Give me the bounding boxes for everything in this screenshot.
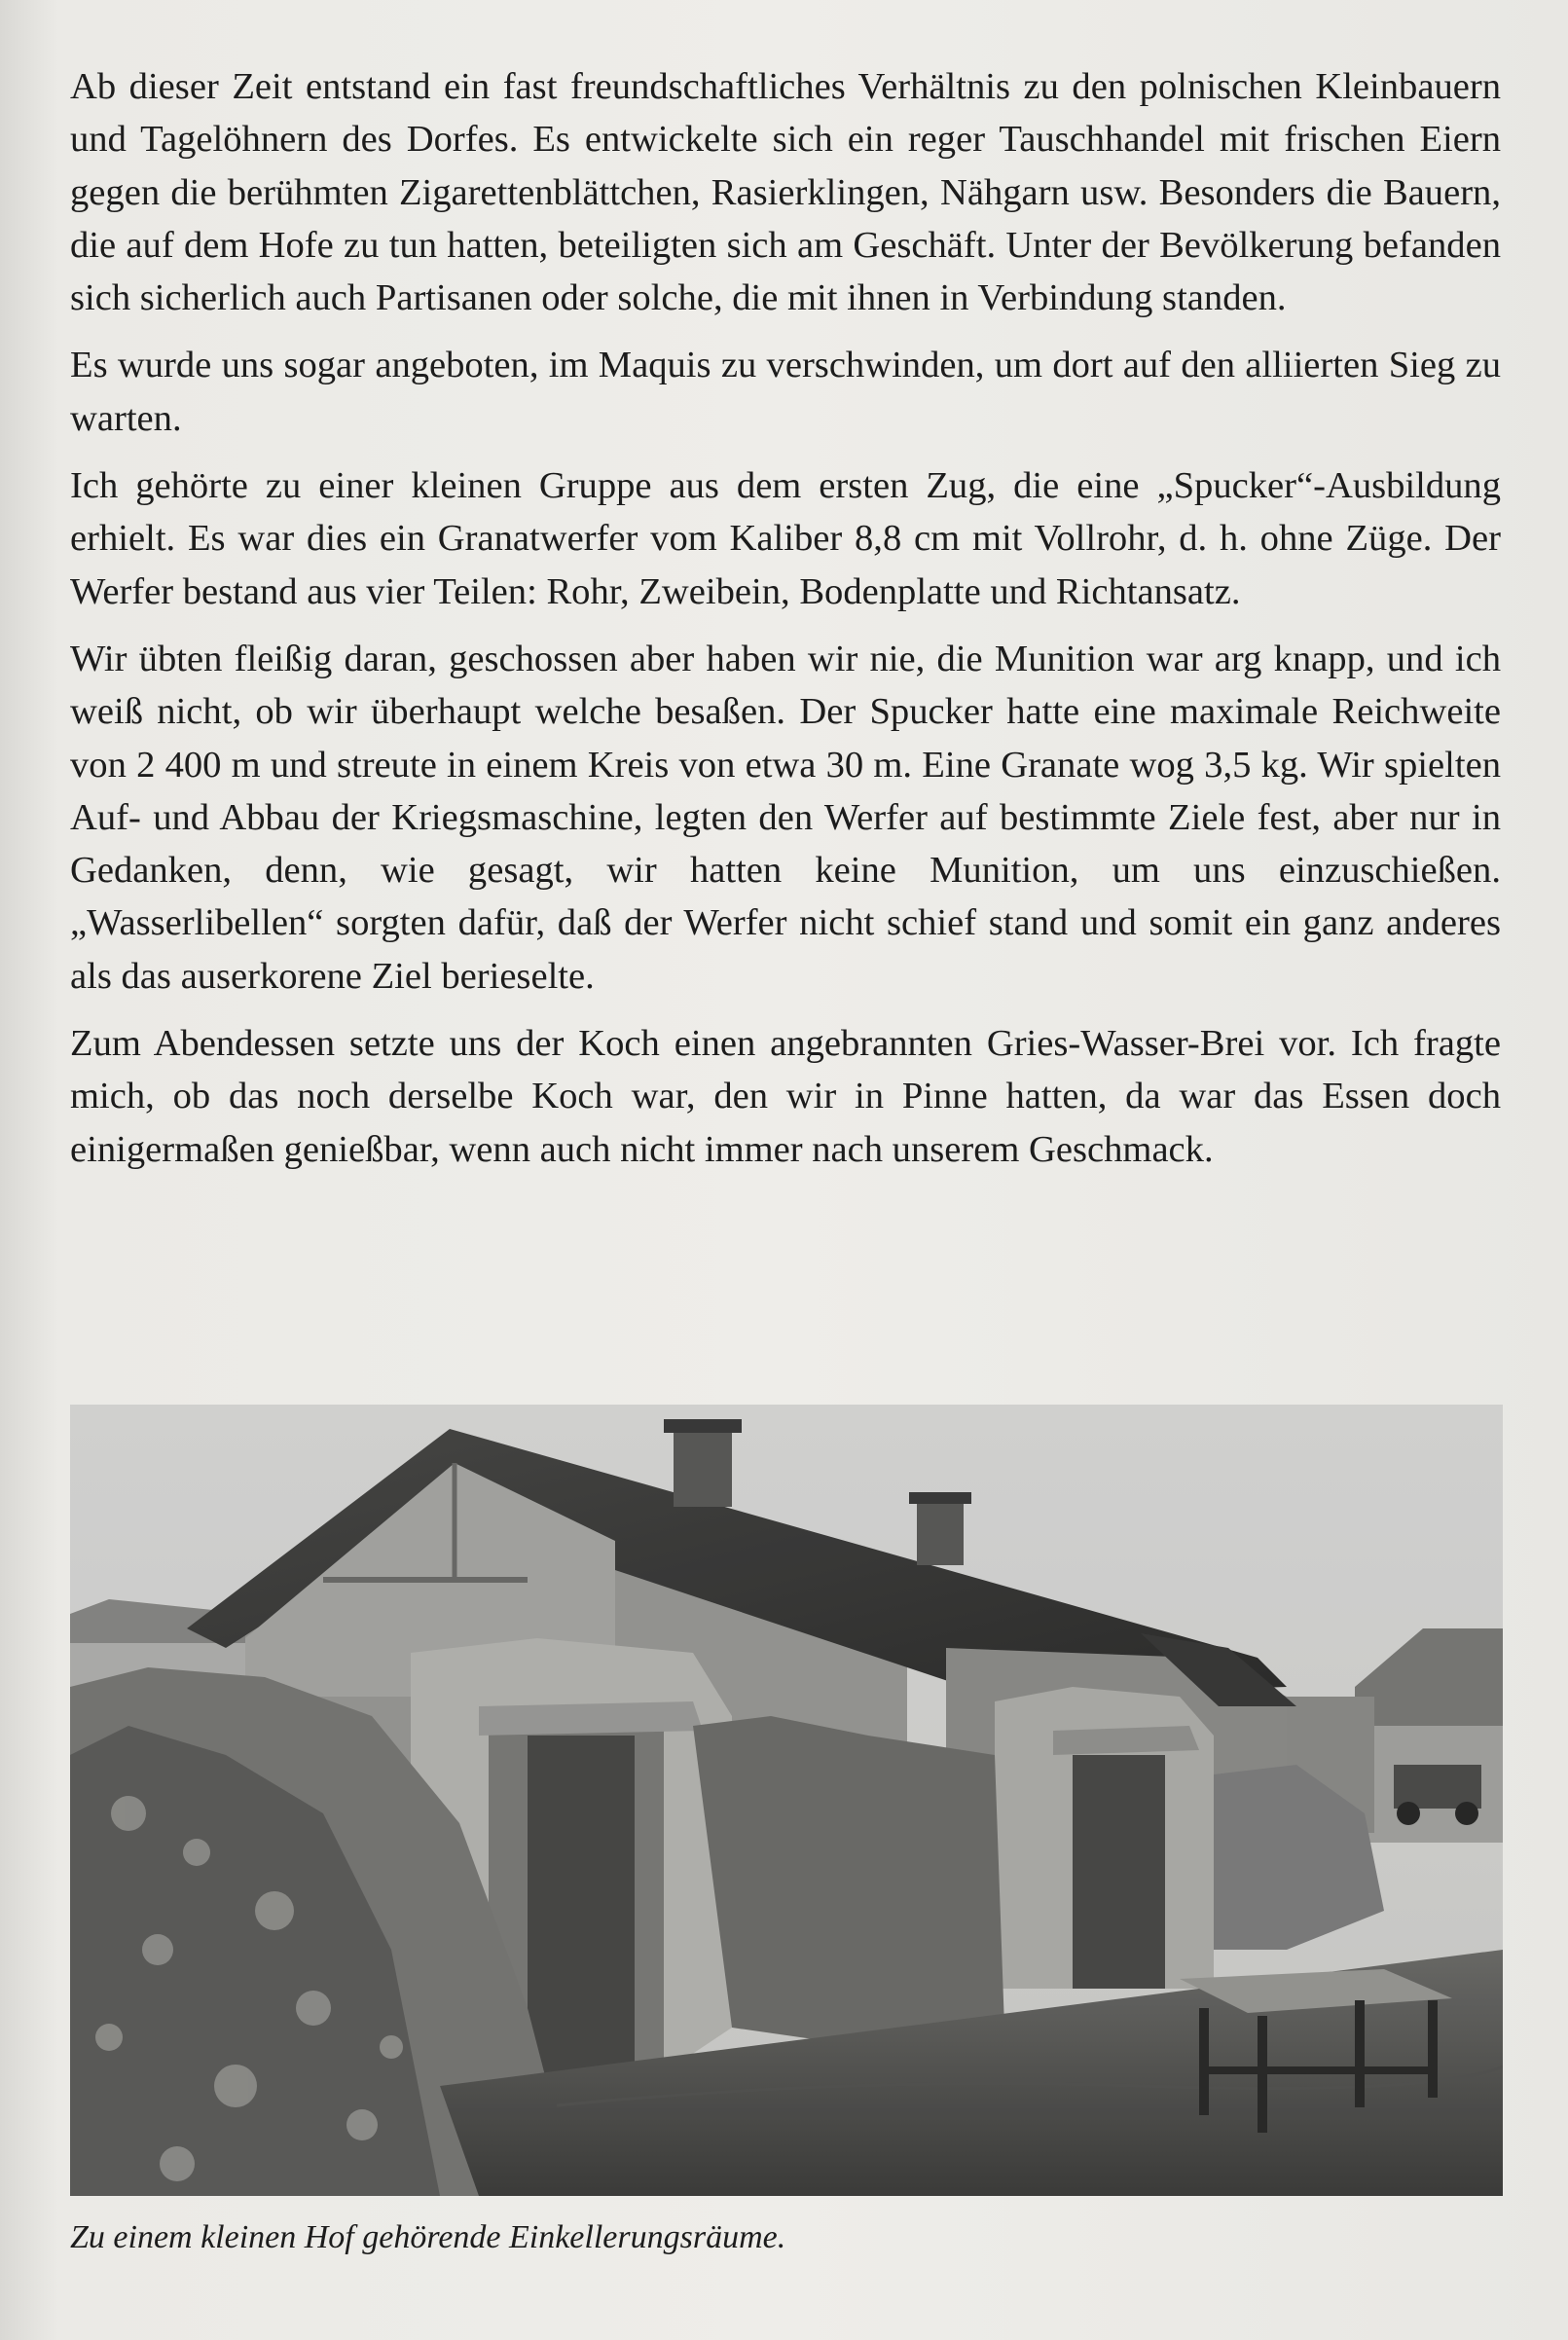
photo-caption: Zu einem kleinen Hof gehörende Einkellerungsräume. xyxy=(70,2219,786,2255)
paragraph-3: Ich gehörte zu einer kleinen Gruppe aus dem ersten Zug, die eine „Spucker“-Ausbildung erhielt. Es war dies ein Granatwerfer vom Kaliber 8,8 cm mit Vollrohr, d. h. ohne Züge. Der Werfer bestand aus vier Teilen: Rohr, Zweibein, Bodenplatte und Richtansatz. xyxy=(70,465,1501,612)
paragraph-5: Zum Abendessen setzte uns der Koch einen angebrannten Gries-Wasser-Brei vor. Ich fragte mich, ob das noch derselbe Koch war, den wir in Pinne hatten, da war das Essen doch einigermaßen genießbar, wenn auch nicht immer nach unserem Geschmack. xyxy=(70,1023,1501,1170)
paragraph-4: Wir übten fleißig daran, geschossen aber haben wir nie, die Munition war arg knapp, und ich weiß nicht, ob wir überhaupt welche besaßen. Der Spucker hatte eine maximale Reichweite von 2 400 m und streute in einem Kreis von etwa 30 m. Eine Granate wog 3,5 kg. Wir spielten Auf- und Abbau der Kriegsmaschine, legten den Werfer auf bestimmte Ziele fest, aber nur in Gedanken, denn, wie gesagt, wir hatten keine Munition, um uns einzuschießen. „Wasserlibellen“ sorgten dafür, daß der Werfer nicht schief stand und somit ein ganz anderes als das auserkorene Ziel berieselte. xyxy=(70,638,1501,997)
paragraph-2: Es wurde uns sogar angeboten, im Maquis zu verschwinden, um dort auf den alliierten Sieg zu warten. xyxy=(70,345,1501,439)
photo-illustration xyxy=(70,1405,1503,2196)
paragraph-1: Ab dieser Zeit entstand ein fast freundschaftliches Verhältnis zu den polnischen Kleinbauern und Tagelöhnern des Dorfes. Es entwickelte sich ein reger Tauschhandel mit frischen Eiern gegen die berühmten Zigarettenblättchen, Rasierklingen, Nähgarn usw. Besonders die Bauern, die auf dem Hofe zu tun hatten, beteiligten sich am Geschäft. Unter der Bevölkerung befanden sich sicherlich auch Partisanen oder solche, die mit ihnen in Verbindung standen. xyxy=(70,66,1501,319)
photo-cellar-buildings xyxy=(70,1405,1503,2196)
body-text xyxy=(70,60,1501,1190)
